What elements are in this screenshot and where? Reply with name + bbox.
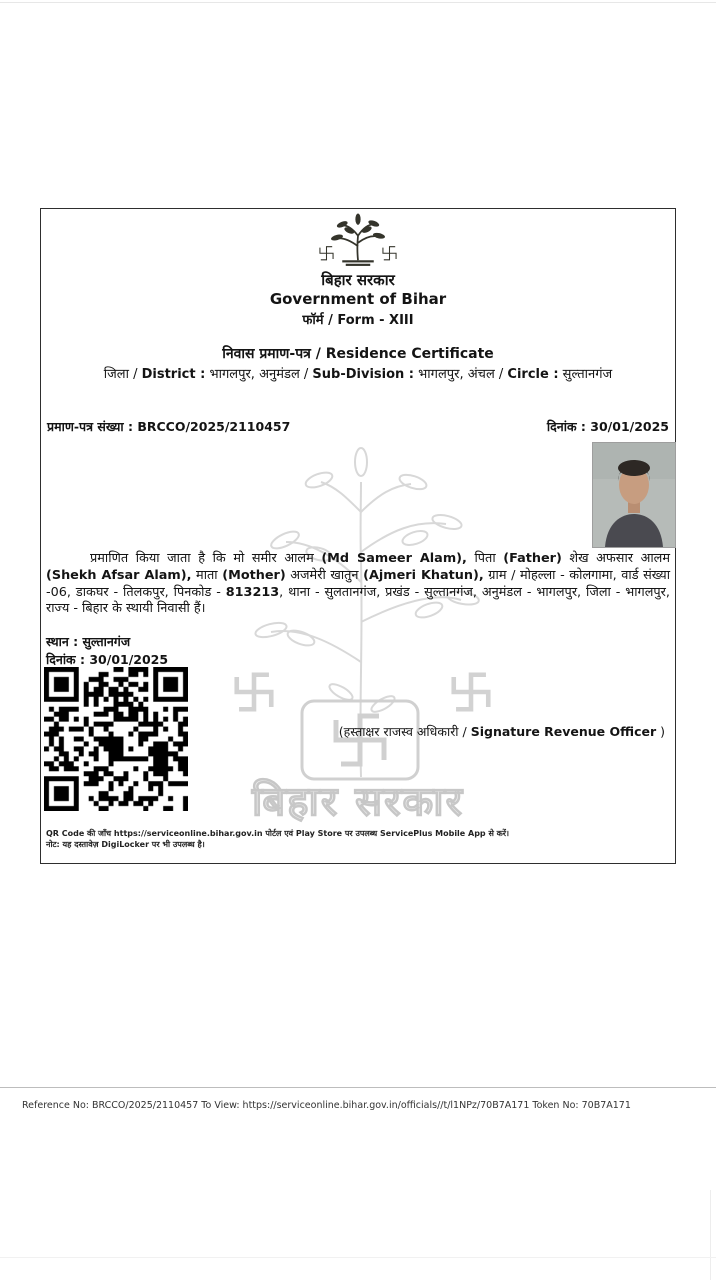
document-title: निवास प्रमाण-पत्र / Residence Certificate bbox=[222, 346, 494, 362]
date-label: दिनांक : bbox=[46, 652, 90, 667]
district-subdivision-circle-line: जिला / District : भागलपुर, अनुमंडल / Sub-Division : भागलपुर, अंचल / Circle : सुल्तानगंज bbox=[103, 367, 613, 382]
place-line bbox=[46, 633, 130, 650]
certificate-body-text: प्रमाणित किया जाता है कि मो समीर आलम (Md Sameer Alam), पिता (Father) शेख अफसार आलम (Shekh Afsar Alam), माता (Mother) अजमेरी खातुन (Ajmeri Khatun), ग्राम / मोहल्ला - कोलगामा, वार्ड संख्या -06, डाकघर - तिलकपुर, पिनकोड - 813213, थाना - सुलतानगंज, प्रखंड - सुल्तानगंज, अनुमंडल - भागलपुर, जिला - भागलपुर, राज्य - बिहार के स्थायी निवासी हैं। bbox=[46, 551, 671, 617]
certificate-number-value: BRCCO/2025/2110457 bbox=[137, 419, 291, 434]
scan-edge-right bbox=[710, 1190, 711, 1280]
meta-row bbox=[47, 418, 669, 435]
swastika-watermark-left bbox=[231, 669, 277, 719]
scan-edge-bottom bbox=[0, 1257, 716, 1258]
watermark-text: बिहार सरकार bbox=[252, 779, 464, 825]
org-name-hindi: बिहार सरकार bbox=[321, 271, 395, 289]
emblem-watermark bbox=[299, 698, 421, 786]
qr-code bbox=[44, 667, 188, 811]
date-value: 30/01/2025 bbox=[89, 652, 169, 667]
issue-date-value: 30/01/2025 bbox=[590, 419, 669, 434]
signature-line: (हस्ताक्षर राजस्व अधिकारी / Signature Revenue Officer ) bbox=[338, 724, 665, 739]
date-line bbox=[46, 651, 168, 668]
issue-date bbox=[547, 418, 669, 435]
reference-line: Reference No: BRCCO/2025/2110457 To View: https://serviceonline.bihar.gov.in/officials//t/l1NPz/70B7A171 Token No: 70B7A171 bbox=[22, 1100, 631, 1111]
digilocker-note: नोट: यह दस्तावेज़ DigiLocker पर भी उपलब्ध है। bbox=[46, 840, 205, 849]
place-label: स्थान : bbox=[46, 634, 83, 649]
place-value: सुल्तानगंज bbox=[82, 634, 131, 649]
qr-verification-note: QR Code की जाँच https://serviceonline.bihar.gov.in पोर्टल एवं Play Store पर उपलब्ध ServicePlus Mobile App से करें। bbox=[46, 829, 510, 838]
footer-divider bbox=[0, 1087, 716, 1088]
issue-date-label: दिनांक : bbox=[546, 419, 591, 434]
form-number: फॉर्म / Form - XIII bbox=[302, 313, 414, 328]
certificate-number bbox=[47, 418, 290, 435]
residence-certificate bbox=[40, 208, 676, 864]
org-name-english: Government of Bihar bbox=[269, 290, 447, 308]
applicant-photo bbox=[593, 443, 675, 547]
scan-edge-top bbox=[0, 2, 716, 3]
bihar-government-emblem-icon bbox=[41, 213, 675, 269]
swastika-watermark-right bbox=[448, 669, 494, 719]
certificate-number-label: प्रमाण-पत्र संख्या : bbox=[47, 419, 138, 434]
